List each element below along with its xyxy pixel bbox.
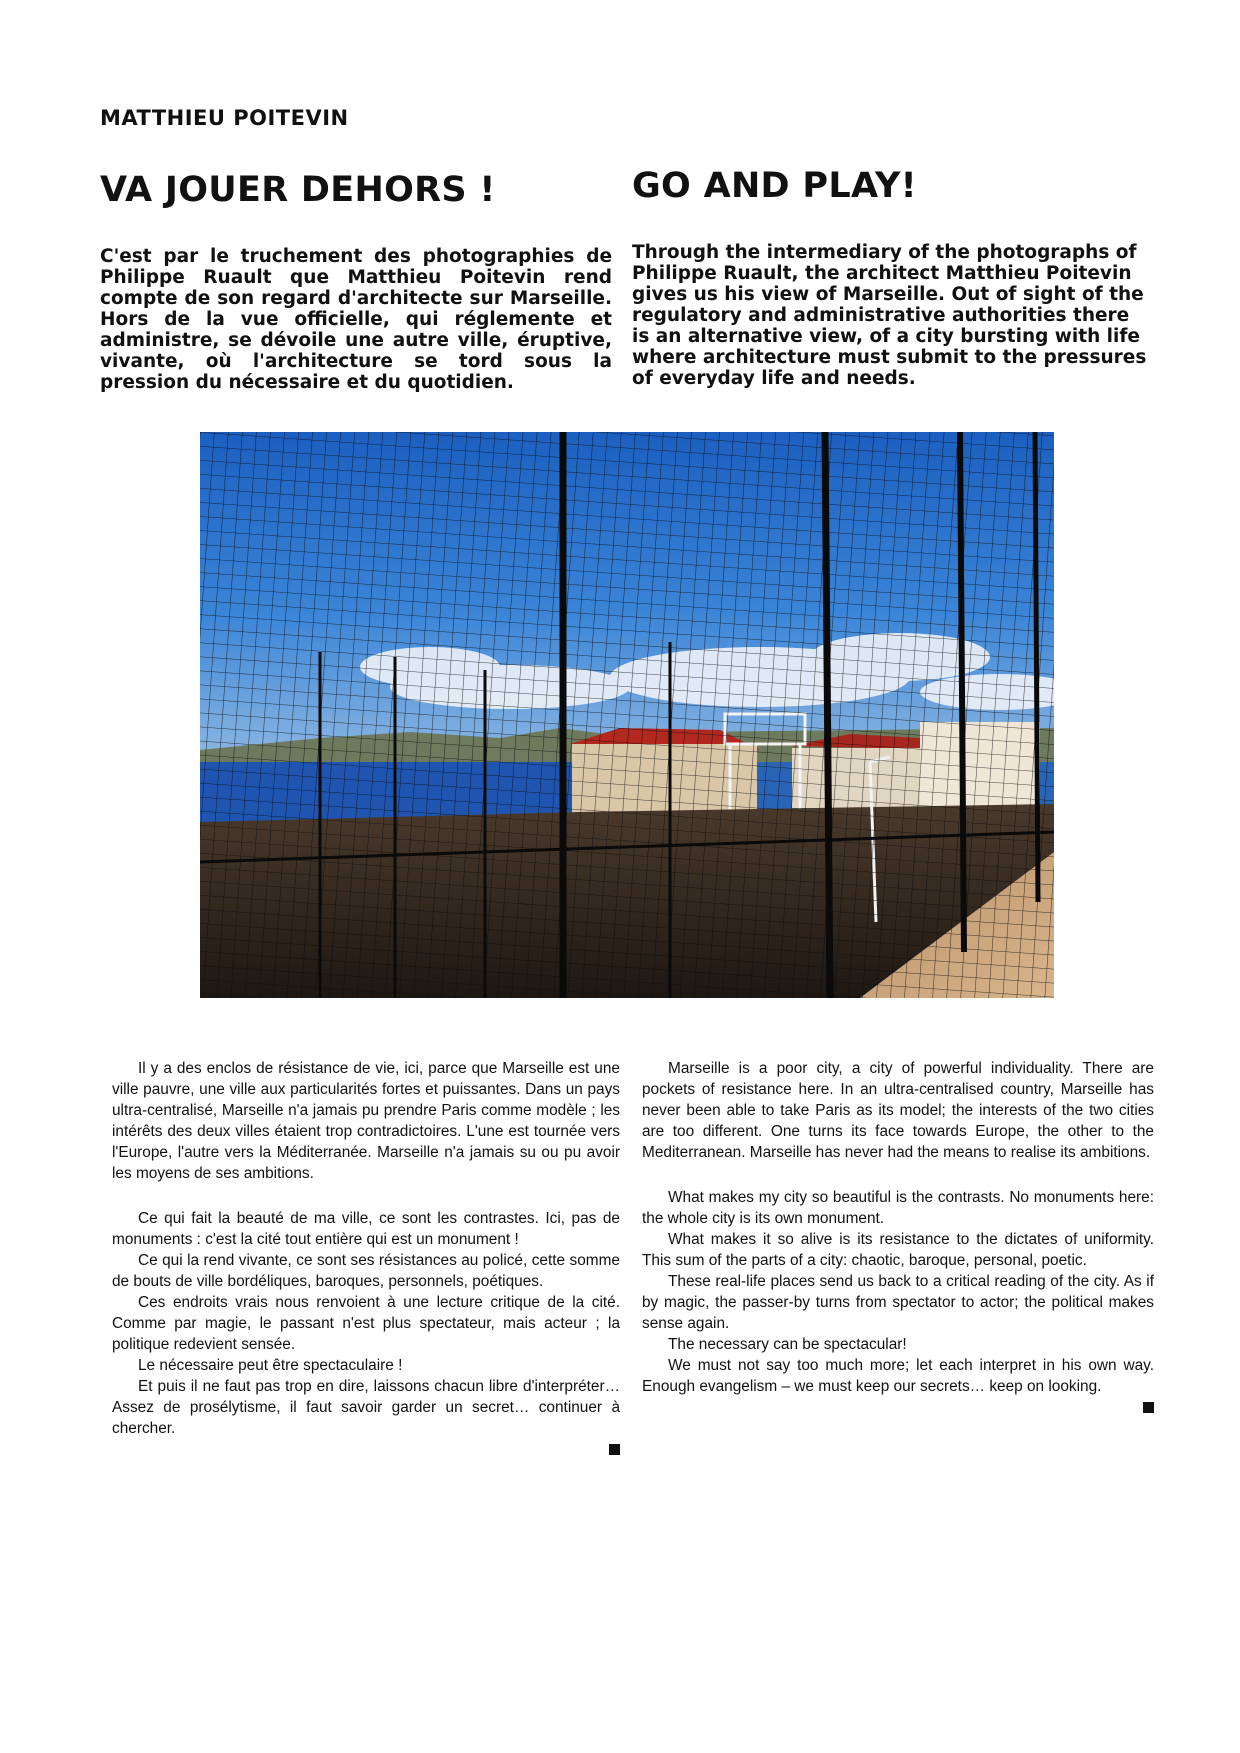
french-paragraph: Il y a des enclos de résistance de vie, ici, parce que Marseille est une ville pauvre, une ville aux particularités fortes et puissantes. Dans un pays ultra-centralisé, Marseille n'a jamais pu prendre Paris comme modèle ; les intérêts des deux villes étaient trop contradictoires. L'une est tournée vers l'Europe, l'autre vers la Méditerranée. Marseille n'a jamais su ou pu avoir les moyens de ses ambitions. xyxy=(112,1060,620,1182)
french-paragraph: Ce qui fait la beauté de ma ville, ce sont les contrastes. Ici, pas de monuments : c'est la cité tout entière qui est un monument ! xyxy=(112,1210,620,1248)
author-name: MATTHIEU POITEVIN xyxy=(100,106,349,130)
english-title: GO AND PLAY! xyxy=(632,166,917,206)
english-paragraph: These real-life places send us back to a critical reading of the city. As if by magic, the passer-by turns from spectator to actor; the political makes sense again. xyxy=(642,1273,1154,1332)
english-paragraph: Marseille is a poor city, a city of powerful individuality. There are pockets of resistance here. In an ultra-centralised country, Marseille has never been able to take Paris as its model; the interests of the two cities are too different. One turns its face towards Europe, the other to the Mediterranean. Marseille has never had the means to realise its ambitions. xyxy=(642,1060,1154,1161)
french-paragraph: Le nécessaire peut être spectaculaire ! xyxy=(138,1357,403,1374)
english-paragraph: What makes my city so beautiful is the contrasts. No monuments here: the whole city is its own monument. xyxy=(642,1189,1154,1227)
french-body xyxy=(112,1058,620,1455)
french-title: VA JOUER DEHORS ! xyxy=(100,170,496,210)
french-lead: C'est par le truchement des photographies de Philippe Ruault que Matthieu Poitevin rend compte de son regard d'architecte sur Marseille. Hors de la vue officielle, qui réglemente et administre, se dévoile une autre ville, éruptive, vivante, où l'architecture se tord sous la pression du nécessaire et du quotidien. xyxy=(100,246,612,393)
french-paragraph: Et puis il ne faut pas trop en dire, laissons chacun libre d'interpréter… Assez de prosélytisme, il faut savoir garder un secret… continuer à chercher. xyxy=(112,1378,620,1437)
english-paragraph: What makes it so alive is its resistance to the dictates of uniformity. This sum of the parts of a city: chaotic, baroque, personal, poetic. xyxy=(642,1231,1154,1269)
end-mark xyxy=(609,1444,620,1455)
french-paragraph: Ce qui la rend vivante, ce sont ses résistances au policé, cette somme de bouts de ville bordéliques, baroques, personnels, poétiques. xyxy=(112,1252,620,1290)
english-paragraph: The necessary can be spectacular! xyxy=(668,1336,907,1353)
english-lead: Through the intermediary of the photographs of Philippe Ruault, the architect Matthieu Poitevin gives us his view of Marseille. Out of sight of the regulatory and administrative authorities there is an alternative view, of a city bursting with life where architecture must submit to the pressures of everyday life and needs. xyxy=(632,242,1147,389)
end-mark xyxy=(1143,1402,1154,1413)
french-paragraph: Ces endroits vrais nous renvoient à une lecture critique de la cité. Comme par magie, le passant n'est plus spectateur, mais acteur ; la politique redevient sensée. xyxy=(112,1294,620,1353)
english-body xyxy=(642,1058,1154,1413)
photo-sports-court-fence xyxy=(200,432,1054,998)
english-paragraph: We must not say too much more; let each interpret in his own way. Enough evangelism – we must keep our secrets… keep on looking. xyxy=(642,1357,1154,1395)
fence-net xyxy=(200,432,1054,998)
